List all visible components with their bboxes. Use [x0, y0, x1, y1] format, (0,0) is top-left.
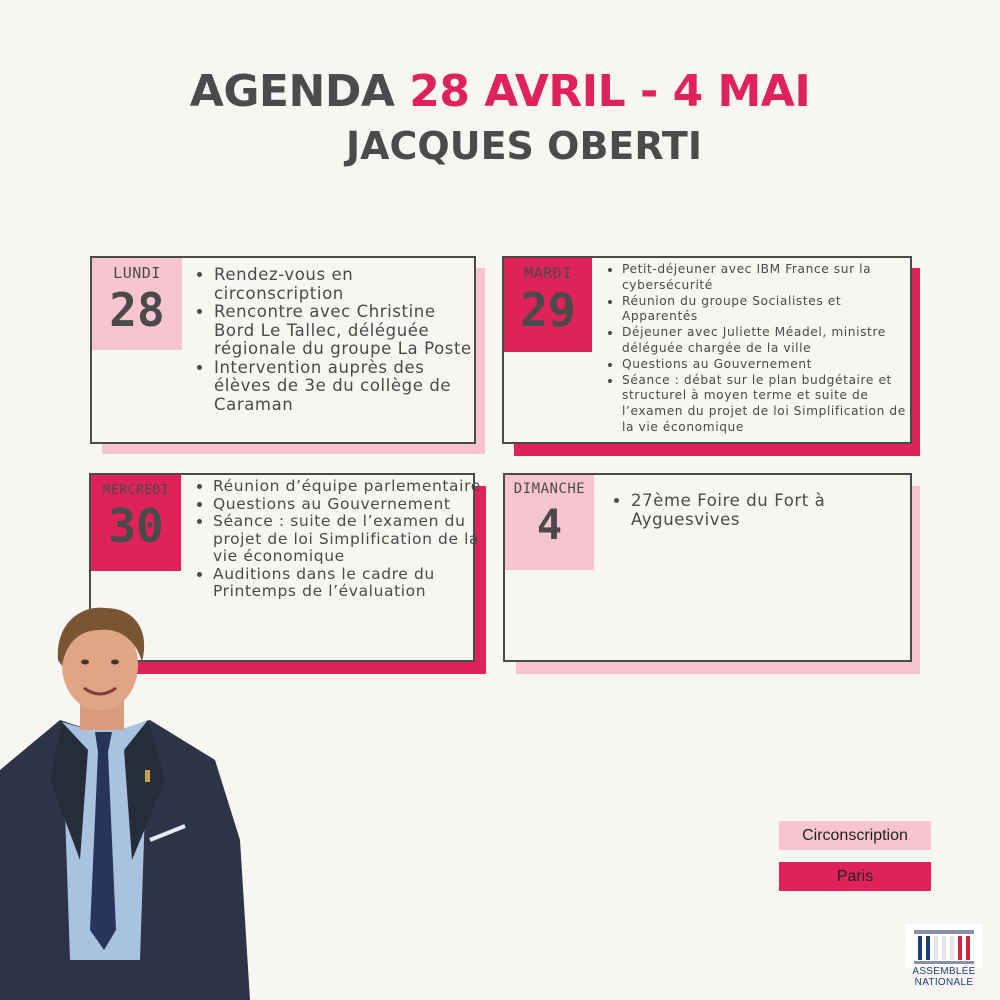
- list-item: • Séance : suite de l’examen du projet de loi Simplification de la vie économique: [213, 513, 485, 566]
- lundi-day-number: 28: [109, 283, 165, 337]
- mardi-card: [502, 256, 912, 444]
- mercredi-day-number: 30: [108, 499, 164, 553]
- dimanche-event-list: [611, 491, 911, 529]
- list-item: • Rendez-vous en circonscription: [214, 266, 479, 303]
- legend-circonscription: Circonscription: [779, 821, 931, 850]
- legend-paris: Paris: [779, 862, 931, 891]
- list-item: • Réunion du groupe Socialistes et Apparentés: [622, 294, 914, 326]
- list-item: • Réunion d’équipe parlementaire: [213, 478, 485, 496]
- list-item: • Questions au Gouvernement: [622, 357, 914, 373]
- mercredi-day-label: MERCREDI: [102, 483, 170, 498]
- agenda-title-prefix: AGENDA: [189, 66, 395, 117]
- dimanche-day-box: [505, 475, 594, 570]
- mardi-day-number: 29: [520, 283, 576, 337]
- logo-line-2: NATIONALE: [914, 977, 974, 988]
- agenda-title-dates: 28 AVRIL - 4 MAI: [409, 66, 811, 117]
- list-item: • Auditions dans le cadre du Printemps de l’évaluation: [213, 566, 485, 601]
- mercredi-day-box: [91, 475, 181, 571]
- dimanche-day-label: DIMANCHE: [513, 481, 586, 497]
- lundi-event-list: [194, 266, 479, 414]
- list-item: • Intervention auprès des élèves de 3e du collège de Caraman: [214, 359, 479, 415]
- list-item: • Séance : débat sur le plan budgétaire et structurel à moyen terme et suite de l’examen du projet de loi Simplification de la vie économique: [622, 373, 914, 436]
- deputy-name: JACQUES OBERTI: [346, 124, 702, 168]
- agenda-title: [0, 66, 1000, 117]
- lundi-card: [90, 256, 476, 444]
- mercredi-event-list: [193, 478, 485, 601]
- mardi-day-box: [504, 258, 592, 352]
- list-item: • Rencontre avec Christine Bord Le Tallec, déléguée régionale du groupe La Poste: [214, 303, 479, 359]
- logo-line-1: ASSEMBLÉE: [912, 966, 976, 977]
- lundi-day-box: [92, 258, 182, 350]
- deputy-portrait-photo: [0, 600, 250, 1000]
- dimanche-day-number: 4: [536, 500, 563, 549]
- list-item: • Petit-déjeuner avec IBM France sur la cybersécurité: [622, 262, 914, 294]
- dimanche-card: [503, 473, 912, 662]
- mardi-day-label: MARDI: [524, 264, 572, 282]
- mardi-event-list: [602, 262, 914, 436]
- list-item: • Questions au Gouvernement: [213, 496, 485, 514]
- lundi-day-label: LUNDI: [113, 264, 161, 282]
- assemblee-nationale-logo-text: [904, 966, 984, 988]
- list-item: • 27ème Foire du Fort à Ayguesvives: [631, 491, 911, 529]
- list-item: • Déjeuner avec Juliette Méadel, ministre déléguée chargée de la ville: [622, 325, 914, 357]
- assemblee-nationale-logo: [906, 924, 982, 968]
